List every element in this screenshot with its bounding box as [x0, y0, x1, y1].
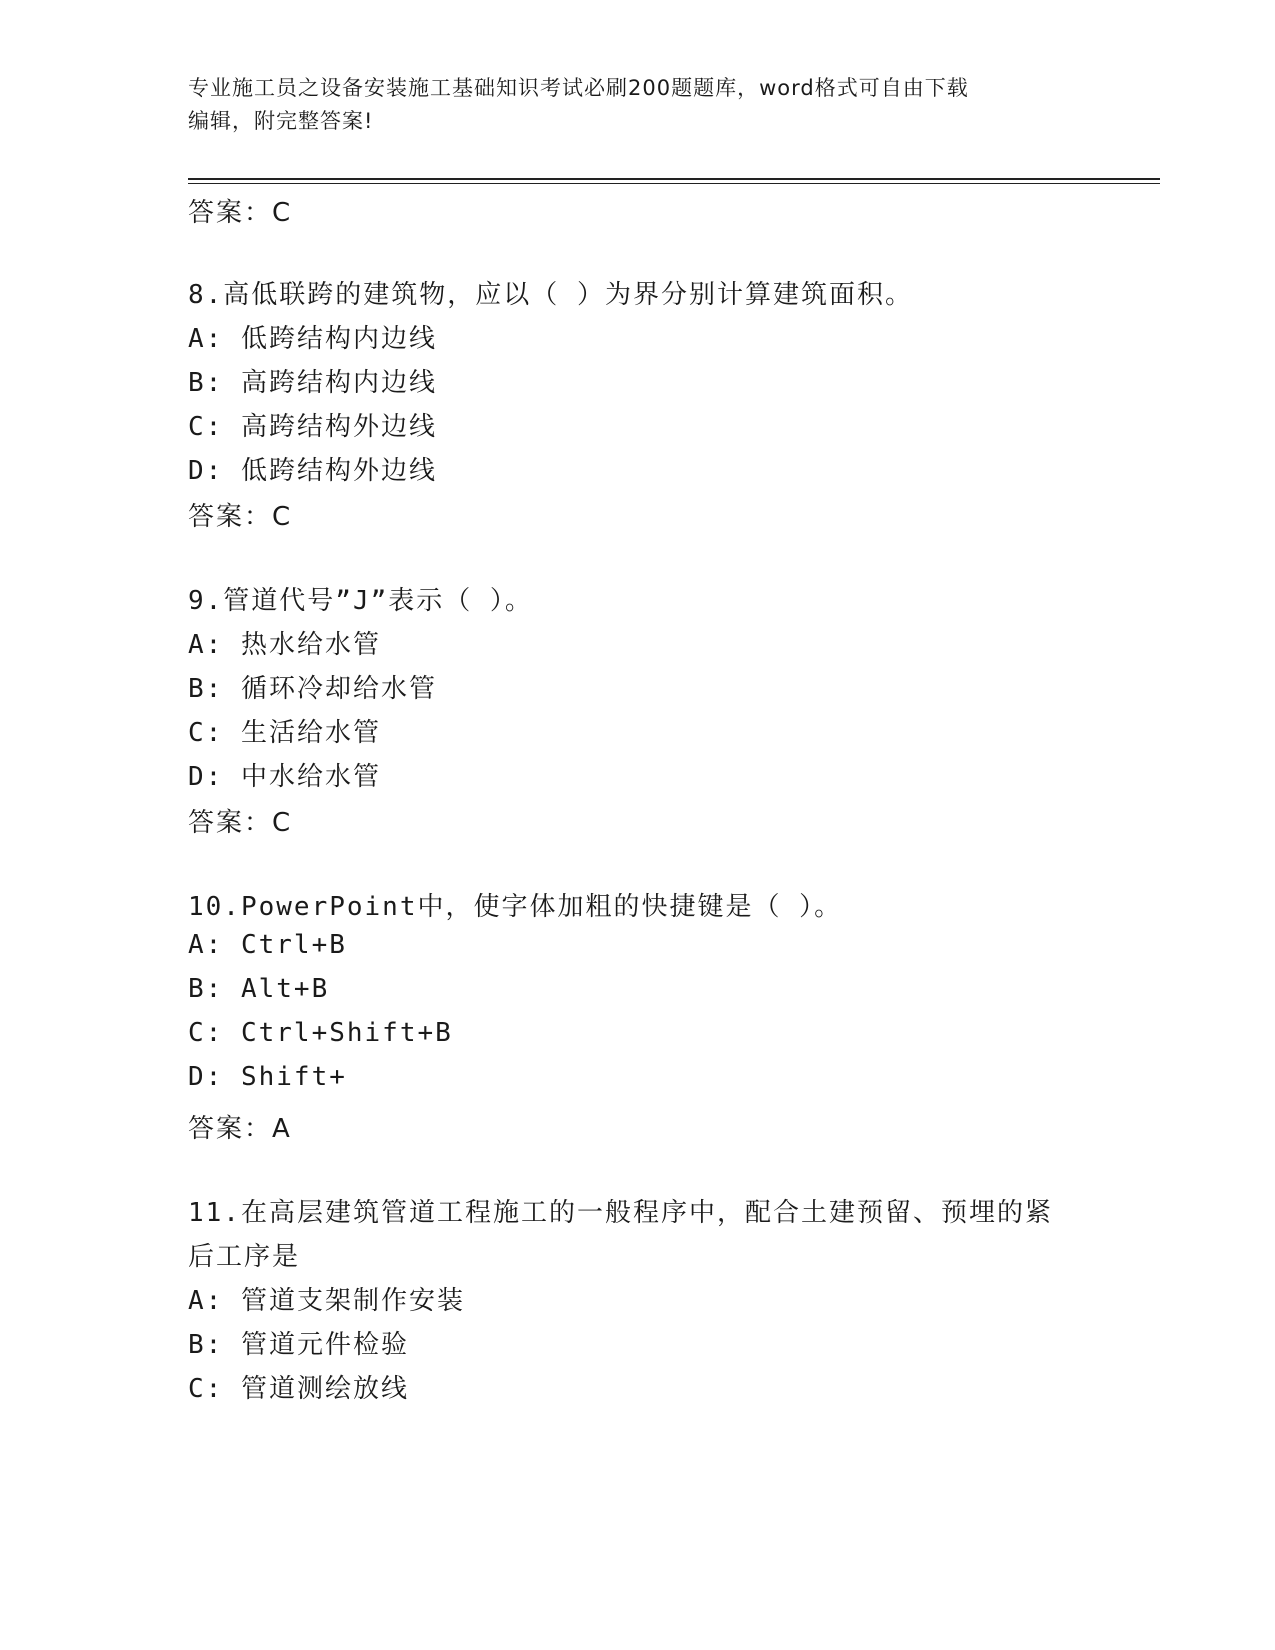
document-header: [188, 72, 1088, 138]
question-11-option-a: A: 管道支架制作安装: [188, 1286, 465, 1316]
question-9-option-b: B: 循环冷却给水管: [188, 674, 437, 704]
question-8-answer: 答案：C: [188, 502, 293, 532]
question-9-option-a: A: 热水给水管: [188, 630, 381, 660]
question-8-option-d: D: 低跨结构外边线: [188, 456, 437, 486]
question-8-option-a: A: 低跨结构内边线: [188, 324, 437, 354]
question-10-option-c: C: Ctrl+Shift+B: [188, 1018, 453, 1048]
question-9-option-d: D: 中水给水管: [188, 762, 381, 792]
question-10-option-a: A: Ctrl+B: [188, 930, 347, 960]
question-11-stem-continued: 后工序是: [188, 1242, 301, 1272]
question-8-option-c: C: 高跨结构外边线: [188, 412, 437, 442]
question-8-option-b: B: 高跨结构内边线: [188, 368, 437, 398]
question-9-stem: 9.管道代号”J”表示（ ）。: [188, 586, 533, 616]
question-9-option-c: C: 生活给水管: [188, 718, 381, 748]
question-10-stem: 10.PowerPoint中，使字体加粗的快捷键是（ ）。: [188, 892, 843, 922]
header-line-2: 编辑，附完整答案!: [188, 109, 374, 133]
prev-answer: 答案：C: [188, 198, 293, 228]
question-9-answer: 答案：C: [188, 808, 293, 838]
question-11-option-c: C: 管道测绘放线: [188, 1374, 409, 1404]
header-rule-thick: [188, 178, 1160, 180]
question-11-stem: 11.在高层建筑管道工程施工的一般程序中，配合土建预留、预埋的紧: [188, 1198, 1053, 1228]
question-10-answer: 答案：A: [188, 1114, 292, 1144]
header-line-1: 专业施工员之设备安装施工基础知识考试必刷200题题库，word格式可自由下载: [188, 76, 969, 100]
header-rule-thin: [188, 183, 1160, 184]
question-10-option-d: D: Shift+: [188, 1062, 347, 1092]
question-8-stem: 8.高低联跨的建筑物，应以（ ）为界分别计算建筑面积。: [188, 280, 913, 310]
question-10-option-b: B: Alt+B: [188, 974, 330, 1004]
question-11-option-b: B: 管道元件检验: [188, 1330, 409, 1360]
